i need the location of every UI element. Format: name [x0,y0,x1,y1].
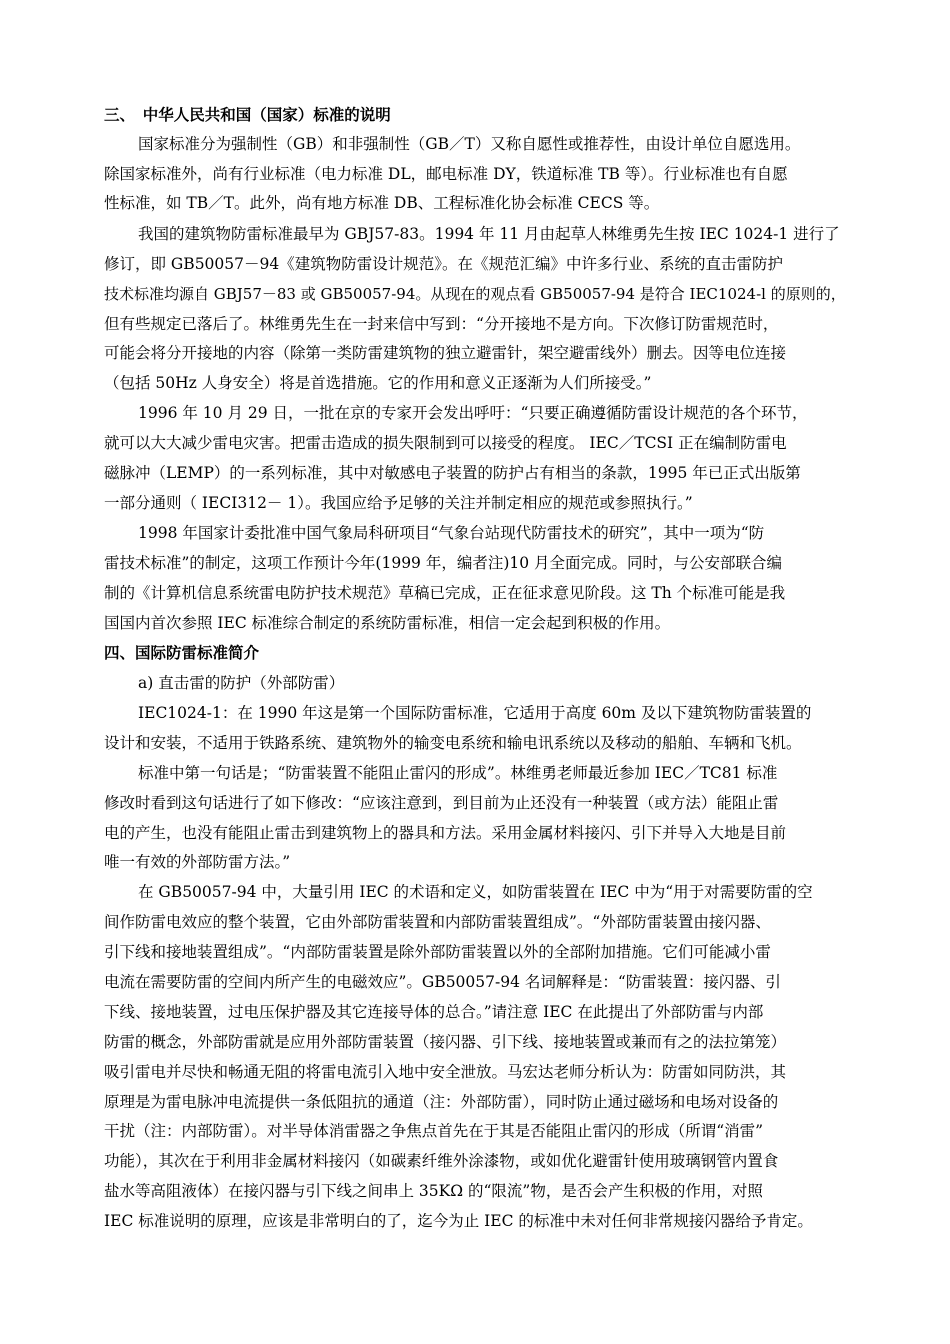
paragraph-line: 制的《计算机信息系统雷电防护技术规范》草稿已完成，正在征求意见阶段。这 Th 个标准可能是我 [104,584,786,602]
paragraph-line: 在 GB50057-94 中，大量引用 IEC 的术语和定义，如防雷装置在 IEC 中为“用于对需要防雷的空 [138,883,813,901]
paragraph-line: 1996 年 10 月 29 日，一批在京的专家开会发出呼吁：“只要正确遵循防雷设计规范的各个环节， [138,404,808,422]
paragraph-line: 设计和安装，不适用于铁路系统、建筑物外的输变电系统和输电讯系统以及移动的船舶、车辆和飞机。 [104,734,802,752]
paragraph-line: 修订，即 GB50057－94《建筑物防雷设计规范》。在《规范汇编》中许多行业、系统的直击雷防护 [104,255,783,273]
paragraph-line: 唯一有效的外部防雷方法。” [104,853,291,871]
paragraph-line: 防雷的概念，外部防雷就是应用外部防雷装置（接闪器、引下线、接地装置或兼而有之的法拉第笼） [104,1033,787,1051]
paragraph-line: 电流在需要防雷的空间内所产生的电磁效应”。GB50057-94 名词解释是：“防雷装置：接闪器、引 [104,973,781,991]
paragraph-line: 下线、接地装置，过电压保护器及其它连接导体的总合。”请注意 IEC 在此提出了外部防雷与内部 [104,1003,764,1021]
paragraph-line: 标准中第一句话是；“防雷装置不能阻止雷闪的形成”。林维勇老师最近参加 IEC／TC81 标准 [138,764,778,782]
paragraph-line: 干扰（注：内部防雷）。对半导体消雷器之争焦点首先在于其是否能阻止雷闪的形成（所谓“消雷” [104,1122,764,1140]
paragraph-line: IEC 标准说明的原理，应该是非常明白的了，迄今为止 IEC 的标准中未对任何非常规接闪器给予肯定。 [104,1212,813,1230]
paragraph-line: 盐水等高阻液体）在接闪器与引下线之间串上 35KΩ 的“限流”物，是否会产生积极的作用，对照 [104,1182,763,1200]
paragraph-line: 1998 年国家计委批准中国气象局科研项目“气象台站现代防雷技术的研究”，其中一项为“防 [138,524,765,542]
paragraph-line: 一部分通则（ IECI312－ 1）。我国应给予足够的关注并制定相应的规范或参照执行。” [104,494,693,512]
paragraph-line: 修改时看到这句话进行了如下修改：“应该注意到，到目前为止还没有一种装置（或方法）能阻止雷 [104,794,779,812]
section-heading-4: 四、国际防雷标准简介 [104,644,260,662]
subsection-heading: a) 直击雷的防护（外部防雷） [138,674,345,692]
paragraph-line: 功能），其次在于利用非金属材料接闪（如碳素纤维外涂漆物，或如优化避雷针使用玻璃钢管内置食 [104,1152,779,1170]
paragraph-line: 引下线和接地装置组成”。“内部防雷装置是除外部防雷装置以外的全部附加措施。它们可能减小雷 [104,943,771,961]
paragraph-line: 性标准，如 TB／T。此外，尚有地方标准 DB、工程标准化协会标准 CECS 等。 [104,194,660,212]
paragraph-line: （包括 50Hz 人身安全）将是首选措施。它的作用和意义正逐渐为人们所接受。” [104,374,652,392]
paragraph-line: 我国的建筑物防雷标准最早为 GBJ57-83。1994 年 11 月由起草人林维勇先生按 IEC 1024-1 进行了 [138,225,840,243]
section-heading-3: 三、 中华人民共和国（国家）标准的说明 [104,106,391,124]
paragraph-line: 国国内首次参照 IEC 标准综合制定的系统防雷标准，相信一定会起到积极的作用。 [104,614,671,632]
paragraph-line: 间作防雷电效应的整个装置，它由外部防雷装置和内部防雷装置组成”。“外部防雷装置由接闪器、 [104,913,771,931]
paragraph-line: 磁脉冲（LEMP）的一系列标准，其中对敏感电子装置的防护占有相当的条款，1995 年已正式出版第 [104,464,801,482]
paragraph-line: 电的产生，也没有能阻止雷击到建筑物上的器具和方法。采用金属材料接闪、引下并导入大地是目前 [104,824,787,842]
paragraph-line: 原理是为雷电脉冲电流提供一条低阻抗的通道（注：外部防雷），同时防止通过磁场和电场对设备的 [104,1093,779,1111]
paragraph-line: 除国家标准外，尚有行业标准（电力标准 DL，邮电标准 DY，铁道标准 TB 等）。行业标准也有自愿 [104,165,788,183]
paragraph-line: 国家标准分为强制性（GB）和非强制性（GB／T）又称自愿性或推荐性，由设计单位自愿选用。 [138,135,801,153]
paragraph-line: 可能会将分开接地的内容（除第一类防雷建筑物的独立避雷针，架空避雷线外）删去。因等电位连接 [104,344,787,362]
paragraph-line: 但有些规定已落后了。林维勇先生在一封来信中写到：“分开接地不是方向。下次修订防雷规范时， [104,315,779,333]
paragraph-line: 雷技术标准”的制定，这项工作预计今年(1999 年，编者注)10 月全面完成。同时，与公安部联合编 [104,554,783,572]
paragraph-line: 吸引雷电并尽快和畅通无阻的将雷电流引入地中安全泄放。马宏达老师分析认为：防雷如同防洪，其 [104,1063,787,1081]
paragraph-line: IEC1024-1：在 1990 年这是第一个国际防雷标准，它适用于高度 60m 及以下建筑物防雷装置的 [138,704,812,722]
paragraph-line: 技术标准均源自 GBJ57－83 或 GB50057-94。从现在的观点看 GB50057-94 是符合 IEC1024-l 的原则的， [104,285,846,303]
paragraph-line: 就可以大大减少雷电灾害。把雷击造成的损失限制到可以接受的程度。 IEC／TCSI 正在编制防雷电 [104,434,787,452]
